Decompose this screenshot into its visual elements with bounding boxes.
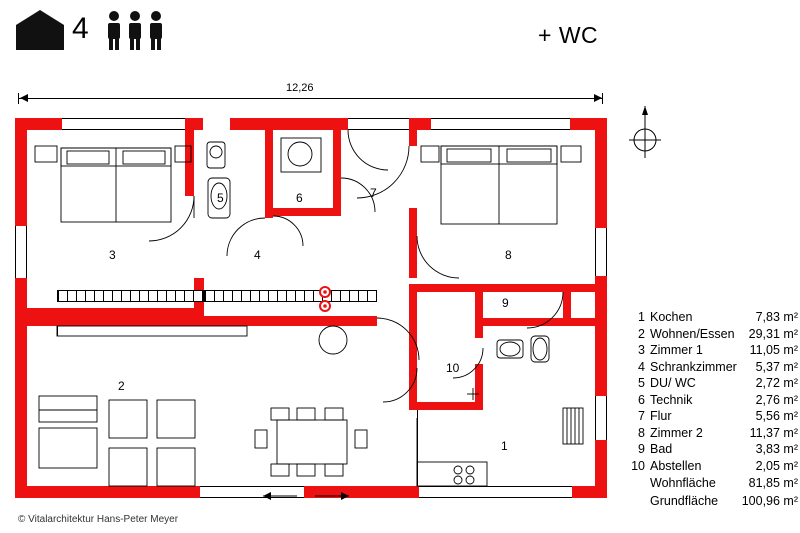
window-top-2 <box>348 118 409 119</box>
room-label-7: 7 <box>370 186 377 200</box>
house-icon <box>16 10 64 50</box>
room-label-4: 4 <box>254 248 261 262</box>
window-right-1b <box>606 228 607 276</box>
legend-label: Grundfläche <box>650 493 719 508</box>
floorplan-drawing <box>15 118 607 510</box>
legend-label: Kochen <box>650 310 693 324</box>
legend-row <box>628 409 798 426</box>
window-top-1b <box>62 129 185 130</box>
wall-interior-v-bad-mid2 <box>475 364 483 402</box>
wall-interior-v-bad-left <box>409 292 417 356</box>
window-right-2 <box>595 396 596 440</box>
legend-row <box>628 393 798 410</box>
occupant-count: 4 <box>72 12 89 45</box>
room-label-3: 3 <box>109 248 116 262</box>
legend-label: Zimmer 2 <box>650 425 703 440</box>
legend-total-row <box>628 476 798 493</box>
cupboard-hatch-upper <box>57 290 204 302</box>
wc-label: + WC <box>538 22 599 48</box>
people-icon <box>104 10 166 50</box>
wall-interior-v-bad-right <box>563 292 571 326</box>
wall-interior-v-bedroom1 <box>185 118 194 196</box>
wall-interior-v-bath5 <box>265 130 273 218</box>
room-label-2: 2 <box>118 379 125 393</box>
wall-exterior-bottom-mid <box>304 486 419 498</box>
copyright-notice: © Vitalarchitektur Hans-Peter Meyer <box>18 514 179 525</box>
legend-number: 1 <box>638 310 645 324</box>
legend-number: 10 <box>631 458 645 473</box>
dimension-arrow-right <box>594 94 602 102</box>
legend-row <box>628 327 798 344</box>
wall-exterior-right-top <box>595 118 607 228</box>
legend-total-row <box>628 494 798 511</box>
wall-exterior-left-top <box>15 118 27 226</box>
room-label-10: 10 <box>446 361 460 375</box>
legend-number: 3 <box>638 343 645 357</box>
dimension-tick-right <box>602 93 603 104</box>
room-label-1: 1 <box>501 439 508 453</box>
window-bottom-2b <box>419 497 572 498</box>
wall-interior-v-bad-mid <box>475 292 483 338</box>
legend-area: 100,96 m² <box>741 493 798 508</box>
wall-interior-h-zimmer2-bottom <box>409 284 595 292</box>
dimension-tick-left <box>18 93 19 104</box>
wall-exterior-right-bottom <box>595 440 607 498</box>
compass-north-icon <box>627 106 663 158</box>
legend-area: 2,72 m² <box>755 376 798 390</box>
partition-line-wohnen <box>57 326 58 336</box>
window-right-1 <box>595 228 596 276</box>
legend-number: 8 <box>638 425 645 440</box>
partition-line-kitchen <box>417 410 418 486</box>
legend-number: 5 <box>638 376 645 390</box>
dimension-line <box>18 98 602 99</box>
legend-row <box>628 343 798 360</box>
wall-interior-v-zimmer2-left <box>409 208 417 278</box>
legend-area: 29,31 m² <box>748 326 798 341</box>
window-left-1b <box>26 226 27 278</box>
window-left-1 <box>15 226 16 278</box>
dimension-label-width: 12,26 <box>286 82 314 94</box>
legend-label: Technik <box>650 392 693 407</box>
legend-number: 6 <box>638 392 645 407</box>
room-label-9: 9 <box>502 296 509 310</box>
dimension-arrow-left <box>20 94 28 102</box>
legend-area: 3,83 m² <box>755 442 798 456</box>
legend-row <box>628 310 798 327</box>
legend-area: 2,76 m² <box>755 392 798 407</box>
wall-exterior-right-mid <box>595 276 607 396</box>
legend-number: 9 <box>638 442 645 456</box>
wall-exterior-bottom-left <box>15 486 200 498</box>
wall-interior-v-kochen-left <box>409 356 417 410</box>
wall-exterior-left-mid <box>15 278 27 486</box>
room-label-5: 5 <box>217 191 224 205</box>
cupboard-hatch-lower <box>204 290 377 302</box>
legend-row <box>628 360 798 377</box>
legend-label: Wohnfläche <box>650 476 716 490</box>
legend-label: Zimmer 1 <box>650 343 703 357</box>
window-right-2b <box>606 396 607 440</box>
legend-number: 4 <box>638 359 645 374</box>
wall-interior-v-flur-right <box>409 118 417 146</box>
legend-area: 5,37 m² <box>755 359 798 374</box>
legend-row <box>628 459 798 476</box>
window-top-2b <box>348 129 409 130</box>
legend-area: 11,05 m² <box>749 343 798 357</box>
legend-row <box>628 426 798 443</box>
legend-number: 2 <box>638 326 645 341</box>
legend-label: Schrankzimmer <box>650 359 737 374</box>
wall-interior-h-abstellen <box>417 402 483 410</box>
legend-area: 5,56 m² <box>755 409 798 423</box>
legend-label: Abstellen <box>650 458 702 473</box>
legend-number: 7 <box>638 409 645 423</box>
legend <box>628 310 798 510</box>
window-bottom-1 <box>200 486 304 487</box>
legend-row <box>628 442 798 459</box>
legend-label: DU/ WC <box>650 376 696 390</box>
legend-area: 2,05 m² <box>755 458 798 473</box>
window-top-3b <box>431 129 570 130</box>
legend-label: Bad <box>650 442 673 456</box>
wall-exterior-top-mid-b <box>230 118 348 130</box>
window-bottom-2 <box>419 486 572 487</box>
wall-interior-h-bad-right <box>483 318 595 326</box>
wall-interior-v-technik-r <box>333 130 341 216</box>
legend-area: 7,83 m² <box>755 310 798 324</box>
legend-area: 81,85 m² <box>748 476 798 490</box>
window-top-3 <box>431 118 570 119</box>
window-top-1 <box>62 118 185 119</box>
legend-row <box>628 376 798 393</box>
window-bottom-1b <box>200 497 304 498</box>
legend-label: Wohnen/Essen <box>650 326 735 341</box>
wall-interior-v-technik-l <box>273 208 333 216</box>
room-label-8: 8 <box>505 248 512 262</box>
legend-area: 11,37 m² <box>749 425 798 440</box>
legend-label: Flur <box>650 409 672 423</box>
room-label-6: 6 <box>296 191 303 205</box>
